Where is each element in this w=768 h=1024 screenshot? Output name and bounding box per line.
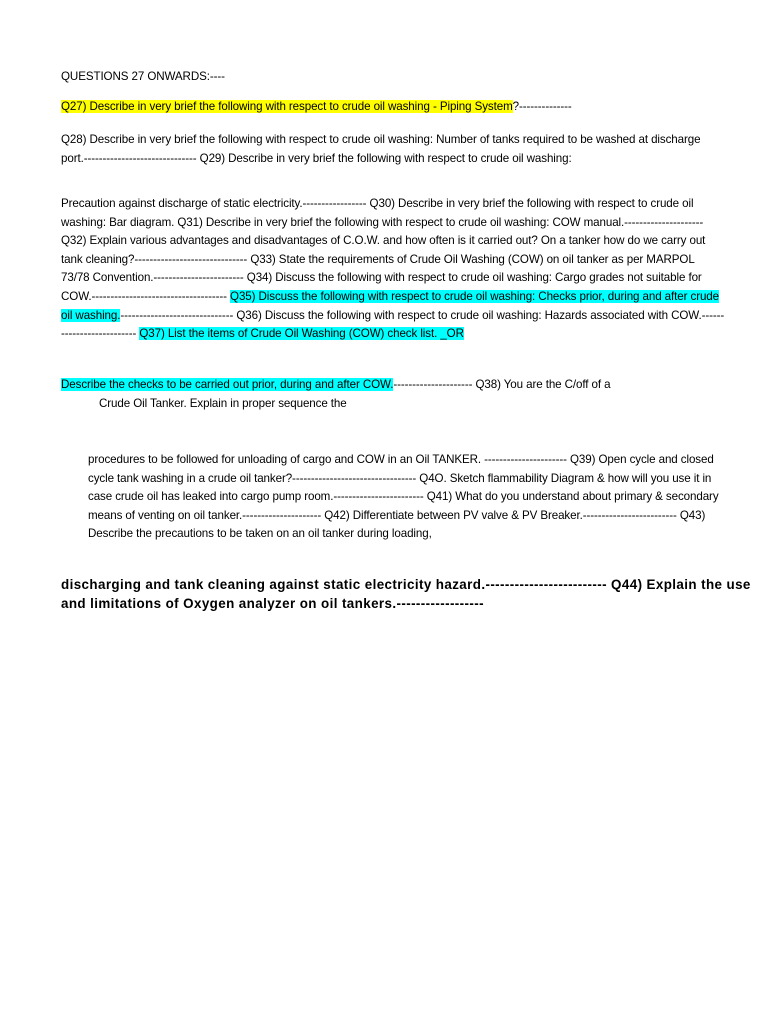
page-heading: QUESTIONS 27 ONWARDS:----: [61, 70, 225, 83]
questions-38-43: procedures to be followed for unloading of cargo and COW in an Oil TANKER. ---------------------- Q39) Open cycle and closed cycle tank washing in a crude oil tanker?--------------------------------- Q4O. Sketch flammability Diagram & how will you use it in case crude oil has leaked into cargo pump room.------------------------ Q41) What do you understand about primary & secondary means of venting on oil tanker.--------------------- Q42) Differentiate between PV valve & PV Breaker.------------------------- Q43) Describe the precautions to be taken on an oil tanker during loading,: [88, 453, 719, 541]
question-28-29: Q28) Describe in very brief the following with respect to crude oil washing: Number of tanks required to be washed at discharge port.------------------------------ Q29) Describe in very brief the following with respect to crude oil washing:: [61, 133, 701, 165]
question-38-start: --------------------- Q38) You are the C/off of a: [393, 378, 611, 391]
question-27-highlight: Q27) Describe in very brief the following with respect to crude oil washing - Piping System: [61, 100, 513, 113]
question-35-highlight: Q35) Discuss the following with respect to crude oil washing: Checks prior, during and after crude oil washing.: [61, 289, 720, 322]
questions-43-44-bold: discharging and tank cleaning against static electricity hazard.------------------------- Q44) Explain the use and limitations of Oxygen analyzer on oil tankers.------------------: [61, 577, 751, 611]
question-37-highlight: Q37) List the items of Crude Oil Washing (COW) check list. _OR: [139, 327, 464, 341]
question-38-indented-line: Crude Oil Tanker. Explain in proper sequence the: [99, 396, 347, 410]
question-27-rest: ?--------------: [512, 100, 572, 113]
question-37b-highlight: Describe the checks to be carried out prior, during and after COW.: [61, 378, 394, 391]
questions-29-34-text: Precaution against discharge of static electricity.----------------- Q30) Describe in very brief the following with respect to crude oil washing: Bar diagram. Q31) Describe in very brief the following with respect to crude oil washing: COW manual.--------------------- Q32) Explain various advantages and disadvantages of C.O.W. and how often is it carried out? On a tanker how do we carry out tank cleaning?------------------------------ Q33) State the requirements of Crude Oil Washing (COW) on oil tanker as per MARPOL 73/78 Convention.------------------------ Q34) Discuss the following with respect to crude oil washing: Cargo grades not suitable for COW.------------------------------------: [61, 197, 706, 303]
question-37-38: [61, 376, 725, 413]
questions-29-37: [61, 195, 725, 344]
question-27: [61, 98, 725, 117]
question-36-text: ------------------------------ Q36) Discuss the following with respect to crude oil washing: Hazards associated with COW.--------------------------: [61, 308, 725, 341]
